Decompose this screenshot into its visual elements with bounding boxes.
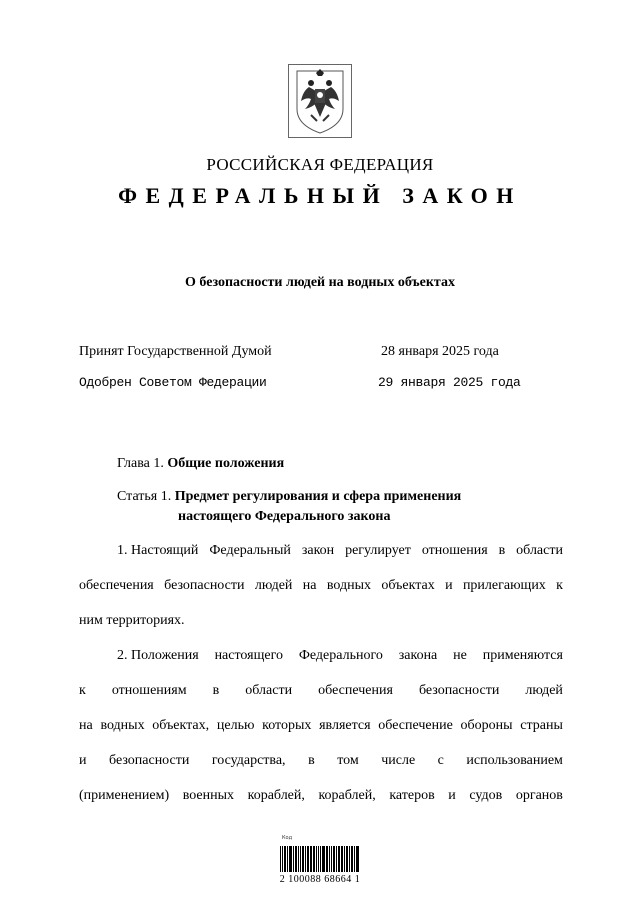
barcode-bar (331, 846, 332, 872)
barcode-bar (298, 846, 299, 872)
body-word: безопасности (109, 753, 190, 768)
barcode-bar (344, 846, 345, 872)
body-word: государства, (211, 753, 286, 768)
barcode-bar (302, 846, 303, 872)
barcode-bar (338, 846, 339, 872)
coat-of-arms-emblem (288, 64, 352, 138)
barcode-bar (333, 846, 334, 872)
body-word: области (516, 543, 563, 558)
barcode-bar (347, 846, 348, 872)
body-word: обеспечения (318, 683, 393, 698)
body-word: с (437, 753, 444, 768)
barcode-bar (296, 846, 297, 872)
body-line: ним территориях. (79, 613, 185, 628)
barcode-bar (282, 846, 283, 872)
body-line (79, 753, 563, 769)
body-word: органов (515, 788, 563, 803)
barcode-bar (290, 846, 292, 872)
body-word: объектах (381, 578, 435, 593)
body-word: водных (326, 578, 371, 593)
body-word: Федерального (298, 648, 383, 663)
barcode-bar (293, 846, 294, 872)
body-word: обеспечения (79, 578, 154, 593)
barcode-bar (327, 846, 328, 872)
barcode-bar (346, 846, 347, 872)
barcode-bar (280, 846, 281, 872)
body-word: области (245, 683, 293, 698)
barcode-bar (357, 846, 359, 872)
barcode-bar (289, 846, 290, 872)
body-word: на (302, 578, 317, 593)
chapter-prefix: Глава 1. (117, 456, 164, 471)
barcode-bar (339, 846, 340, 872)
body-word: 1. Настоящий (117, 543, 199, 558)
chapter-heading (117, 456, 284, 472)
article-title-line1: Предмет регулирования и сфера применения (174, 489, 462, 504)
article-title-line2: настоящего Федерального закона (178, 509, 391, 524)
barcode-bar (311, 846, 312, 872)
body-word: страны (520, 718, 563, 733)
body-word: которых (262, 718, 312, 733)
body-word: безопасности (418, 683, 500, 698)
barcode-bar (349, 846, 350, 872)
body-word: людей (254, 578, 293, 593)
body-word: водных (100, 718, 145, 733)
body-word: целью (216, 718, 255, 733)
barcode-bar (314, 846, 315, 872)
law-type-heading: ФЕДЕРАЛЬНЫЙ ЗАКОН (118, 183, 522, 208)
body-word: кораблей, (318, 788, 376, 803)
body-word: судов (469, 788, 503, 803)
body-word: не (453, 648, 467, 663)
body-word: (применением) (79, 788, 170, 803)
body-word: людей (525, 683, 563, 698)
barcode-bar (295, 846, 296, 872)
article-heading (117, 489, 461, 505)
body-word: военных (182, 788, 235, 803)
barcode-bar (316, 846, 317, 872)
body-word: объектах, (152, 718, 210, 733)
body-word: прилегающих (462, 578, 546, 593)
body-word: числе (381, 753, 416, 768)
barcode-bar (334, 846, 335, 872)
adopted-date: 28 января 2025 года (381, 344, 499, 359)
body-word: в (498, 543, 506, 558)
body-word: закон (301, 543, 335, 558)
barcode-bar (336, 846, 337, 872)
barcode-bar (351, 846, 352, 872)
body-word: в (308, 753, 315, 768)
adopted-by-duma-label: Принят Государственной Думой (79, 344, 272, 359)
article-prefix: Статья 1. (117, 489, 172, 504)
body-word: отношениям (111, 683, 187, 698)
law-title: О безопасности людей на водных объектах (185, 275, 455, 290)
barcode-bar (322, 846, 323, 872)
body-word: настоящего (214, 648, 283, 663)
body-word: катеров (389, 788, 435, 803)
body-word: к (79, 683, 86, 698)
body-word: регулирует (345, 543, 411, 558)
barcode-bar (329, 846, 330, 872)
body-word: отношения (421, 543, 488, 558)
body-line (79, 788, 563, 804)
barcode-bar (310, 846, 311, 872)
barcode-bar (305, 846, 306, 872)
barcode-bar (287, 846, 288, 872)
body-word: применяются (482, 648, 563, 663)
barcode-caption: Код (282, 835, 293, 841)
body-word: Федеральный (209, 543, 291, 558)
barcode-bar (318, 846, 319, 872)
approved-date: 29 января 2025 года (378, 375, 521, 390)
barcode-bar (303, 846, 304, 872)
body-word: и (79, 753, 87, 768)
barcode-bars (280, 846, 360, 872)
body-word: и (445, 578, 453, 593)
body-word: в (212, 683, 220, 698)
body-word: является (319, 718, 371, 733)
double-headed-eagle-icon (289, 65, 351, 137)
barcode-bar (356, 846, 357, 872)
body-word: к (556, 578, 563, 593)
body-line (79, 578, 563, 594)
body-line (117, 543, 563, 559)
body-line (79, 683, 563, 699)
body-word: обеспечение (378, 718, 453, 733)
body-word: 2. Положения (117, 648, 199, 663)
body-word: том (337, 753, 359, 768)
approved-by-council-label: Одобрен Советом Федерации (79, 375, 267, 390)
barcode-bar (300, 846, 301, 872)
body-line (79, 718, 563, 734)
body-word: и (448, 788, 456, 803)
barcode-bar (352, 846, 353, 872)
barcode-number: 2 100088 68664 1 (279, 874, 361, 885)
body-word: кораблей, (247, 788, 305, 803)
barcode-bar (320, 846, 321, 872)
body-word: закона (398, 648, 438, 663)
barcode-bar (326, 846, 327, 872)
country-name: РОССИЙСКАЯ ФЕДЕРАЦИЯ (206, 155, 434, 174)
body-word: обороны (460, 718, 513, 733)
barcode-bar (323, 846, 325, 872)
document-barcode (270, 835, 370, 885)
barcode-bar (285, 846, 286, 872)
body-line (117, 648, 563, 664)
barcode-bar (341, 846, 343, 872)
barcode-bar (284, 846, 285, 872)
body-word: на (79, 718, 93, 733)
body-word: использованием (466, 753, 563, 768)
barcode-bar (354, 846, 355, 872)
barcode-bar (313, 846, 314, 872)
body-word: безопасности (164, 578, 245, 593)
chapter-title: Общие положения (167, 456, 285, 471)
barcode-bar (307, 846, 309, 872)
